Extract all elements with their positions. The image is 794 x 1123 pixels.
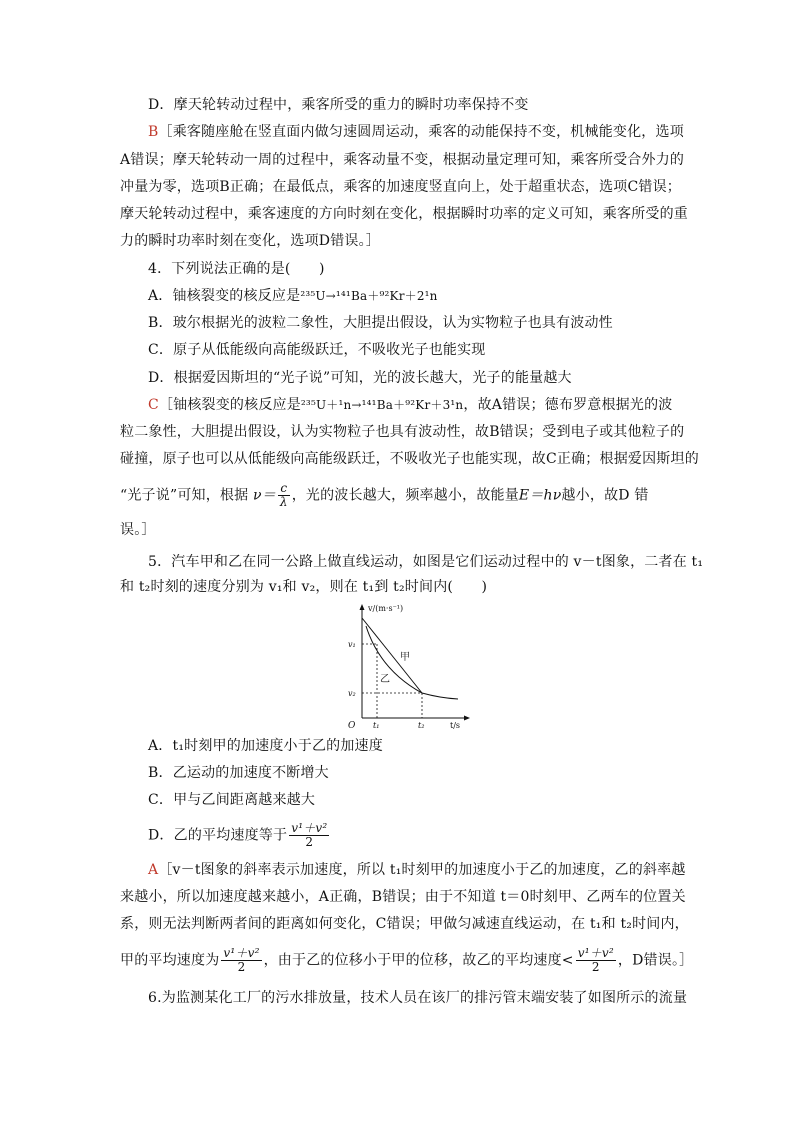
fraction-jia-avg: $\frac{\text{v¹＋v²}}{2}$	[223, 946, 260, 974]
q4-stem: 4．下列说法正确的是( )	[148, 261, 325, 277]
q5-option-b: B．乙运动的加速度不断增大	[148, 765, 329, 781]
curve-yi	[366, 626, 458, 699]
fraction-c-over-lambda: $\frac{c}{\lambda}$	[279, 481, 288, 509]
q5-explanation-line-2: 来越小，所以加速度越来越小，A正确，B错误；由于不知道 t＝0时刻甲、乙两车的位置关	[120, 889, 686, 905]
q5-option-c: C．甲与乙间距离越来越大	[148, 792, 316, 808]
prev-explanation-line-2: A错误；摩天轮转动一周的过程中，乘客动量不变，根据动量定理可知，乘客所受合外力的	[120, 152, 685, 168]
t2-label: t₂	[418, 721, 425, 730]
q4-explanation-line-5: 误。］	[120, 522, 156, 538]
answer-letter: B	[148, 124, 159, 140]
q4-option-b: B．玻尔根据光的波粒二象性，大胆提出假设，认为实物粒子也具有波动性	[148, 315, 613, 331]
origin-label: O	[348, 721, 356, 730]
jia-label: 甲	[400, 652, 410, 663]
y-axis-label: v/(m·s⁻¹)	[368, 604, 404, 613]
q4-option-d: D．根据爱因斯坦的“光子说”可知，光的波长越大，光子的能量越大	[148, 370, 572, 386]
x-axis-arrow	[464, 716, 470, 721]
x-axis-label: t/s	[450, 721, 461, 730]
q4-explanation-line-4: “光子说”可知，根据 ν＝ $\frac{c}{\lambda}$ ，光的波长越大，频率越小，故能量E＝hν越小，故D 错	[120, 481, 649, 509]
v1-label: v₁	[348, 640, 356, 649]
yi-label: 乙	[380, 674, 390, 685]
q6-stem: 6.为监测某化工厂的污水排放量，技术人员在该厂的排污管末端安装了如图所示的流量	[148, 990, 688, 1006]
q5-stem-line-1: 5．汽车甲和乙在同一公路上做直线运动，如图是它们运动过程中的 v－t图象，二者在 t₁	[148, 554, 704, 570]
q4-option-a: A．铀核裂变的核反应是²³⁵U→¹⁴¹Ba＋⁹²Kr＋2¹n	[148, 288, 438, 304]
prev-explanation-line-3: 冲量为零，选项B正确；在最低点，乘客的加速度竖直向上，处于超重状态，选项C错误；	[120, 179, 681, 195]
prev-explanation-line-1: B［乘客随座舱在竖直面内做匀速圆周运动，乘客的动能保持不变，机械能变化，选项	[148, 124, 684, 140]
q5-option-a: A．t₁时刻甲的加速度小于乙的加速度	[148, 738, 383, 754]
line-jia	[362, 618, 422, 693]
q5-explanation-line-4: 甲的平均速度为 $\frac{\text{v¹＋v²}}{2}$ ，由于乙的位移小于甲的位移，故乙的平均速度< $\frac{\text{v¹＋v²}}{2}$ ，D错误。］	[120, 946, 694, 974]
q4-explanation-line-3: 碰撞，原子也可以从低能级向高能级跃迁，不吸收光子也能实现，故C正确；根据爱因斯坦的	[120, 451, 699, 467]
y-axis-arrow	[360, 604, 365, 610]
prev-explanation-line-4: 摩天轮转动过程中，乘客速度的方向时刻在变化，根据瞬时功率的定义可知，乘客所受的重	[120, 206, 688, 222]
prev-option-d: D．摩天轮转动过程中，乘客所受的重力的瞬时功率保持不变	[148, 97, 529, 113]
q5-explanation-line-1: A［v－t图象的斜率表示加速度，所以 t₁时刻甲的加速度小于乙的加速度，乙的斜率越	[148, 862, 686, 878]
fraction-avg-velocity: $\frac{\text{v¹＋v²}}{2}$	[291, 821, 328, 849]
v2-label: v₂	[348, 689, 356, 698]
prev-explanation-line-5: 力的瞬时功率时刻在变化，选项D错误。］	[120, 233, 381, 249]
q4-option-c: C．原子从低能级向高能级跃迁，不吸收光子也能实现	[148, 342, 486, 358]
q5-option-d: D．乙的平均速度等于 $\frac{\text{v¹＋v²}}{2}$	[148, 821, 328, 849]
vt-graph	[340, 600, 480, 730]
q5-explanation-line-3: 系，则无法判断两者间的距离如何变化，C错误；甲做匀减速直线运动，在 t₁和 t₂时间内，	[120, 916, 689, 932]
t1-label: t₁	[373, 721, 380, 730]
q5-stem-line-2: 和 t₂时刻的速度分别为 v₁和 v₂，则在 t₁到 t₂时间内( )	[120, 579, 488, 595]
fraction-yi-avg-compare: $\frac{\text{v¹＋v²}}{2}$	[577, 946, 614, 974]
q4-explanation-line-2: 粒二象性，大胆提出假设，认为实物粒子也具有波动性，故B错误；受到电子或其他粒子的	[120, 424, 685, 440]
q4-explanation-line-1: C［铀核裂变的核反应是²³⁵U＋¹n→¹⁴¹Ba＋⁹²Kr＋3¹n，故A错误；德布罗意根据光的波	[148, 397, 673, 413]
